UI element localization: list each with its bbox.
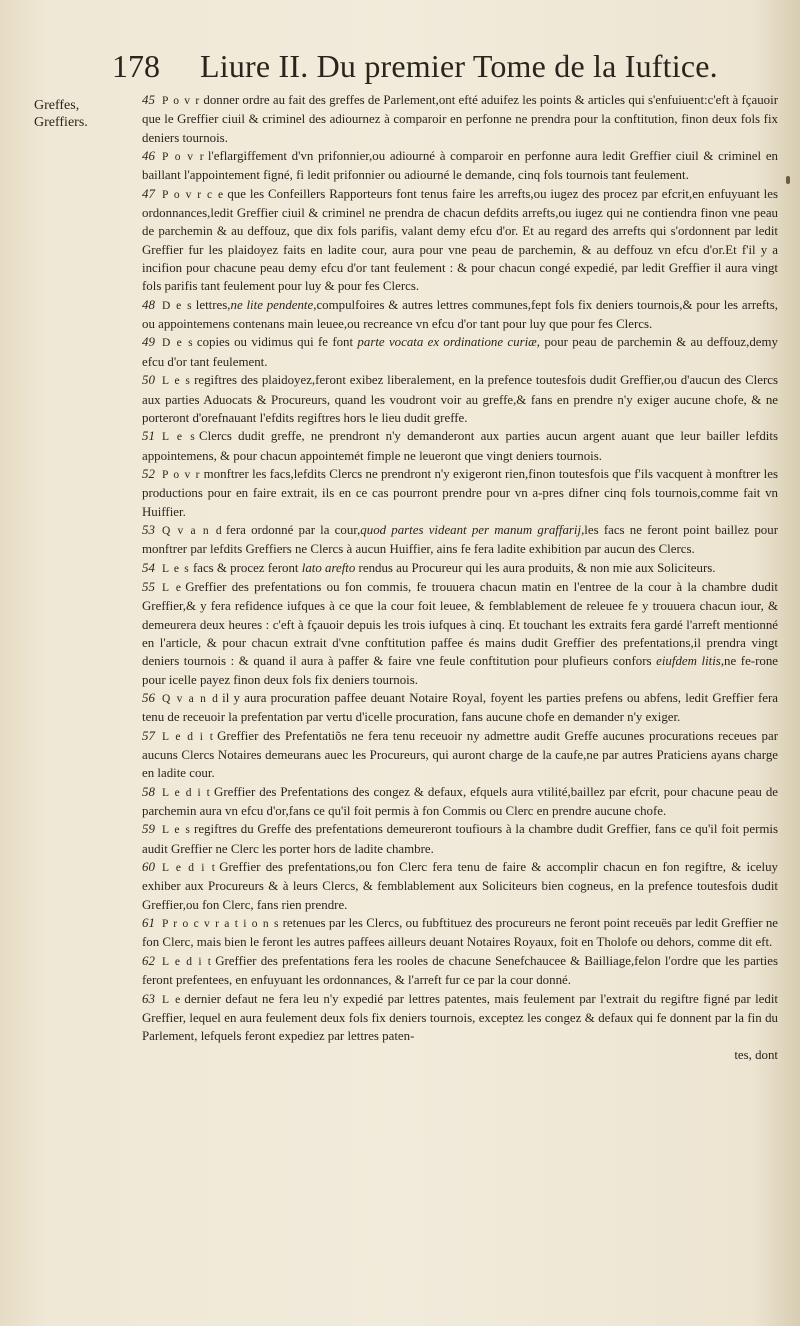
- article-53: [142, 521, 778, 559]
- article-text: Greffier des prefentations ou fon commis, fe trouuera chacun matin en l'entree de la cour à la chambre dudit Greffier,& y fera refidence iufques à ce que la cour foit leuee, & femblablement de releuee fe y trouuera chacun iour, & demeurera deux heures : c'eft à fçauoir depuis les trois iufques à cinq. Et touchant les extraits fera gardé l'arreft mentionné en l'article, & pour chacun extrait d'vne conftitution paffee és mains dudit Greffier des prefentations,il prendra vingt deniers tournois : & quand il aura à paffer & faire vne feule conftitution pour plufieurs confors: [142, 579, 778, 669]
- article-lead-word: L e d i t: [162, 955, 213, 968]
- article-46: [142, 147, 778, 185]
- article-lead-word: P o v r: [162, 151, 205, 164]
- article-text: Greffier des Prefentatiõs ne fera tenu receuoir ny admettre audit Greffe aucunes procurations receues par aucuns Clercs Notaires demeurans auec les Procureurs, qui auront charge de la caufe,ne par autres Praticiens ayans charge en ladite cour.: [142, 728, 778, 781]
- margin-note: Greffes, Greffiers.: [34, 98, 88, 130]
- article-lead-word: L e s: [162, 824, 192, 837]
- article-52: [142, 465, 778, 521]
- article-57: [142, 727, 778, 783]
- article-48: [142, 296, 778, 334]
- article-56: [142, 689, 778, 727]
- ink-speck: [786, 176, 790, 184]
- article-lead-word: P o v r: [162, 468, 201, 481]
- article-63: [142, 990, 778, 1046]
- article-62: [142, 952, 778, 990]
- article-54: [142, 559, 778, 578]
- article-60: [142, 858, 778, 914]
- article-number: 54: [142, 560, 155, 575]
- article-61: [142, 914, 778, 952]
- article-59: [142, 820, 778, 858]
- article-number: 47: [142, 186, 155, 201]
- latin-phrase: lato arefto: [301, 560, 356, 575]
- article-lead-word: D e s: [162, 337, 194, 350]
- article-text: regiftres des plaidoyez,feront exibez liberalement, en la prefence toutesfois dudit Greffier,ou d'aucun des Clercs aux parties Aduocats & Procureurs, quand les voudront voir au greffe,& fans en prendre n'y exiger aucune chofe, & ne porteront d'orefnauant l'efdits regiftres hors le lieu dudit greffe.: [142, 373, 778, 425]
- article-number: 51: [142, 429, 155, 444]
- body-text: [142, 91, 778, 1064]
- article-45: [142, 91, 778, 147]
- catchword: tes, dont: [734, 1047, 778, 1062]
- article-58: [142, 783, 778, 821]
- article-text: Greffier des prefentations fera les rooles de chacune Senefchaucee & Bailliage,felon l'ordre que les parties feront prefentees, en enfuyuant les ordonnances, & l'arreft fur ce par la cour donné.: [142, 953, 778, 988]
- article-lead-word: L e d i t: [162, 730, 215, 743]
- article-number: 52: [142, 466, 155, 481]
- article-50: [142, 371, 778, 427]
- article-text: fera ordonné par la cour,: [225, 522, 361, 537]
- article-number: 62: [142, 953, 155, 968]
- page-number: 178: [112, 48, 160, 84]
- article-text: donner ordre au fait des greffes de Parlement,ont efté aduifez les points & articles qui s'enfuiuent:c'eft à fçauoir que le Greffier ciuil & criminel des adiournez à comparoir en perfonne ne prendra pour la conftitution, finon deux fols fix deniers tournois.: [142, 93, 778, 145]
- article-lead-word: L e: [162, 993, 182, 1006]
- article-lead-word: L e s: [162, 562, 190, 575]
- page-header: [112, 44, 718, 88]
- article-number: 53: [142, 522, 155, 537]
- article-number: 45: [142, 93, 155, 107]
- article-55: [142, 578, 778, 689]
- article-number: 57: [142, 728, 155, 743]
- article-text: ,ne fe-rone pour icelle payez finon deux fols fix deniers tournois.: [142, 654, 778, 687]
- article-number: 55: [142, 579, 155, 594]
- article-lead-word: P r o c v r a t i o n s: [162, 918, 280, 931]
- article-text: il y aura procuration paffee deuant Notaire Royal, foyent les parties prefens ou abfens, ledit Greffier fera tenu de receuoir la prefentation par vertu d'icelle procuration, fans aucune chofe en demander n'y exiger.: [142, 691, 778, 725]
- article-lead-word: Q v a n d: [162, 693, 220, 705]
- article-51: [142, 427, 778, 465]
- latin-phrase: parte vocata ex ordinatione curiæ: [357, 335, 537, 350]
- article-lead-word: L e d i t: [162, 786, 212, 799]
- article-text: retenues par les Clercs, ou fubftituez des procureurs ne feront point receuës par ledit Greffier ne fon Clerc, mais bien le feront les autres paffees ailleurs deuant Notaires Royaux, foit en Tholofe ou dehors, comme dit eft.: [142, 916, 778, 950]
- article-number: 60: [142, 860, 155, 875]
- article-number: 49: [142, 335, 155, 350]
- latin-phrase: eiufdem litis: [656, 654, 721, 669]
- article-number: 46: [142, 149, 155, 164]
- article-text: l'eflargiffement d'vn prifonnier,ou adiourné à comparoir en perfonne aura ledit Greffier ciuil & criminel en baillant l'appointement figné, fi ledit prifonnier ou adiourné le demande, cinq fols tournois tant feulement.: [142, 149, 778, 183]
- article-lead-word: D e s: [162, 299, 193, 312]
- article-number: 56: [142, 691, 155, 705]
- article-text: dernier defaut ne fera leu n'y expedié par lettres patentes, mais feulement par l'extrait du regiftre figné par ledit Greffier, lequel en aura feulement deux fols fix deniers tournois, exceptez les congez & defaux qui fe donnent par la fin du Parlement, lefquels feront expediez par lettres paten-: [142, 991, 778, 1044]
- article-text: lettres,: [195, 297, 231, 312]
- article-text: ,les facs ne feront point baillez pour monftrer par lefdits Greffiers ne Clercs à aucun Huiffier, ains fe fera ladite exhibition par aucun des Clercs.: [142, 522, 778, 557]
- article-number: 59: [142, 822, 155, 837]
- article-text: que les Confeillers Rapporteurs font tenus faire les arrefts,ou iugez des procez par efcrit,en enfuyuant les ordonnances,ledit Greffier ciuil & criminel ne prendra de chacun defdits arrefts,ou iugez qui ne contiendra finon vne peau de parchemin & au deffouz, que dix fols parifis, valant demy efcu d'or. Et au regard des arrefts qui s'ordonnent par ledit Greffier fur les plaidoyez faits en ladite cour, aura pour vne peau de parchemin, & au deffouz vn efcu d'or.Et f'il y a incifion pour chacune peau demy efcu d'or tant feulement : & pour chacun congé expedié, par ledit Greffier il aura vingt fols parifis tant feulement pour luy & pour fes Clercs.: [142, 186, 778, 294]
- article-lead-word: L e s: [162, 431, 196, 444]
- article-text: monftrer les facs,lefdits Clercs ne prendront n'y exigeront rien,finon toutesfois que f'ils vacquent à monftrer les productions pour en faire extrait, ils en ce cas pourront prendre pour vn a-pres difner cinq fols tournois,comme fait vn Huiffier.: [142, 466, 779, 519]
- article-text: , pour peau de parchemin & au deffouz,demy efcu d'or tant feulement.: [142, 335, 778, 369]
- article-text: Greffier des Prefentations des congez & defaux, efquels aura vtilité,baillez par efcrit, pour chacune peau de parchemin aura vn efcu d'or,fans ce qu'il foit permis à fon Commis ou Clerc en prendre aucune chofe.: [142, 784, 778, 819]
- article-text: copies ou vidimus qui fe font: [196, 335, 358, 350]
- article-49: [142, 333, 778, 371]
- article-text: facs & procez feront: [192, 560, 302, 575]
- article-lead-word: P o v r: [162, 95, 201, 107]
- article-text: rendus au Procureur qui les aura produits, & non mie aux Soliciteurs.: [355, 560, 716, 575]
- article-text: Clercs dudit greffe, ne prendront n'y demanderont aux parties aucun argent auant que leur bailler lefdits appointemens, & pour chacun appointemét fimple ne leueront que vingt deniers tournois.: [142, 429, 778, 463]
- article-lead-word: P o v r c e: [162, 188, 225, 201]
- article-text: regiftres du Greffe des prefentations demeureront toufiours à la chambre dudit Greffier, fans ce qu'il foit permis audit Greffier ne Clerc les porter hors de ladite chambre.: [142, 822, 778, 856]
- latin-phrase: ne lite pendente: [230, 297, 314, 312]
- article-number: 50: [142, 373, 155, 388]
- article-lead-word: L e d i t: [162, 862, 217, 875]
- article-text: ,compulfoires & autres lettres communes,fept fols fix deniers tournois,& pour les arrefts, ou appointemens contenans main leuee,ou recreance vn efcu d'or tant pour luy que pour fes Clercs.: [142, 297, 778, 332]
- article-number: 63: [142, 991, 155, 1006]
- running-title: Liure II. Du premier Tome de la Iuftice.: [200, 48, 718, 84]
- article-number: 48: [142, 297, 155, 312]
- article-number: 61: [142, 916, 155, 931]
- latin-phrase: quod partes videant per manum graffarij: [360, 522, 582, 537]
- article-text: Greffier des prefentations,ou fon Clerc fera tenu de faire & accomplir chacun en fon regiftre, & iceluy exhiber aux Procureurs & à leurs Clercs, & femblablement aux Soliciteurs bien cogneus, en la prefence toutesfois dudit Greffier,ou fon Clerc, fans rien prendre.: [142, 860, 778, 912]
- article-lead-word: Q v a n d: [162, 524, 223, 537]
- article-number: 58: [142, 784, 155, 799]
- article-lead-word: L e s: [162, 375, 192, 388]
- article-47: [142, 185, 778, 296]
- article-lead-word: L e: [162, 581, 183, 594]
